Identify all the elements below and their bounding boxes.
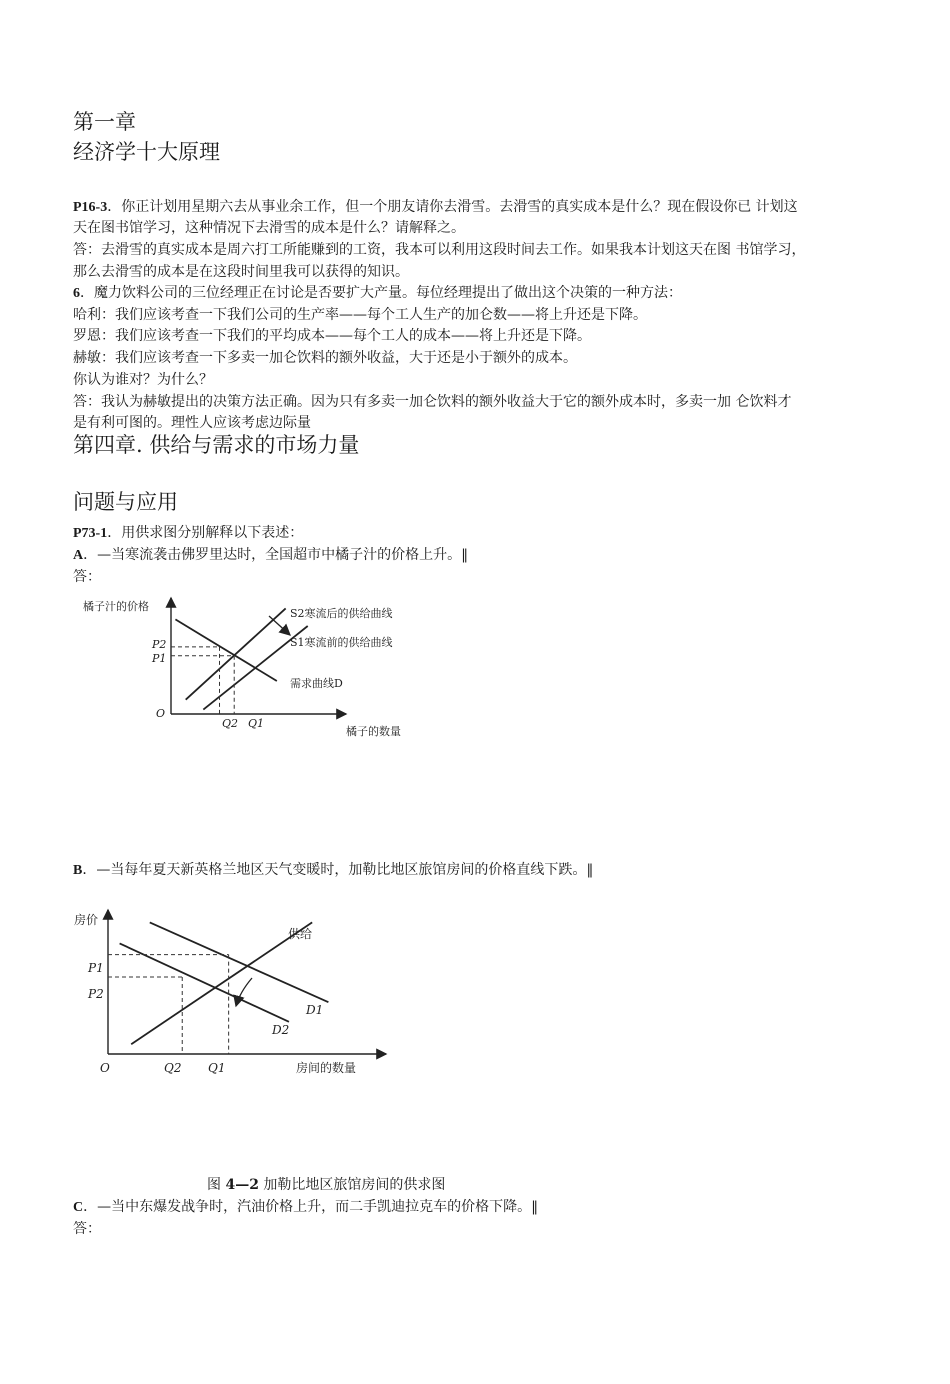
caption-text: 加勒比地区旅馆房间的供求图 bbox=[258, 1177, 446, 1193]
series-label-demand: 需求曲线D bbox=[290, 677, 343, 690]
y-tick-p1: P1 bbox=[152, 652, 167, 665]
item-label: B bbox=[73, 863, 83, 878]
item-label: C bbox=[73, 1200, 84, 1215]
series-label-supply: 供给 bbox=[288, 927, 313, 941]
x-axis-label: 房间的数量 bbox=[296, 1061, 357, 1075]
y-axis-label: 橘子汁的价格 bbox=[83, 600, 149, 613]
question-a bbox=[73, 545, 468, 566]
question-p16-line2: 天在图书馆学习，这种情况下去滑雪的成本是什么？请解释之。 bbox=[73, 220, 465, 236]
question-text: ．魔力饮料公司的三位经理正在讨论是否要扩大产量。每位经理提出了做出这个决策的一种方法： bbox=[80, 285, 682, 301]
question-6-ask: 你认为谁对？为什么？ bbox=[73, 372, 213, 388]
question-text: ．你正计划用星期六去从事业余工作，但一个朋友请你去滑雪。去滑雪的真实成本是什么？现在假设你已 计划这 bbox=[107, 199, 798, 215]
origin-label: O bbox=[100, 1061, 110, 1075]
question-6-hali: 哈利：我们应该考查一下我们公司的生产率——每个工人生产的加仑数——将上升还是下降。 bbox=[73, 307, 647, 323]
y-tick-p1: P1 bbox=[88, 961, 104, 975]
answer-p16-line1: 答：去滑雪的真实成本是周六打工所能赚到的工资，我本可以利用这段时间去工作。如果我本计划这天在图 书馆学习， bbox=[73, 242, 806, 258]
item-text: ．—当中东爆发战争时，汽油价格上升，而二手凯迪拉克车的价格下降。‖ bbox=[83, 1199, 539, 1215]
caption-prefix: 图 bbox=[207, 1177, 226, 1193]
chapter4-title: 第四章. 供给与需求的市场力量 bbox=[73, 433, 360, 457]
shift-arrow bbox=[269, 616, 290, 635]
x-tick-q1: Q1 bbox=[208, 1061, 226, 1075]
x-tick-q1: Q1 bbox=[248, 717, 265, 730]
y-tick-p2: P2 bbox=[152, 638, 167, 651]
series-label-s2: S2寒流后的供给曲线 bbox=[290, 607, 393, 620]
question-6-line1 bbox=[73, 283, 682, 304]
series-label-d1: D1 bbox=[306, 1003, 324, 1017]
answer-6-line2: 是有利可图的。理性人应该考虑边际量 bbox=[73, 415, 311, 431]
section-title: 问题与应用 bbox=[73, 490, 178, 514]
series-line-2 bbox=[175, 619, 276, 681]
item-text: ．—当每年夏天新英格兰地区天气变暖时，加勒比地区旅馆房间的价格直线下跌。‖ bbox=[82, 862, 594, 878]
series-label-d2: D2 bbox=[272, 1023, 290, 1037]
question-label: P73-1 bbox=[73, 526, 108, 541]
question-label: P16-3 bbox=[73, 200, 108, 215]
origin-label: O bbox=[156, 707, 166, 720]
question-p73-intro bbox=[73, 523, 303, 544]
chapter1-subtitle: 经济学十大原理 bbox=[73, 140, 220, 164]
answer-p16-line2: 那么去滑雪的成本是在这段时间里我可以获得的知识。 bbox=[73, 264, 409, 280]
x-tick-q2: Q2 bbox=[164, 1061, 182, 1075]
question-c bbox=[73, 1197, 538, 1218]
item-label: A bbox=[73, 548, 84, 563]
answer-a-label: 答： bbox=[73, 569, 101, 585]
question-b bbox=[73, 860, 593, 881]
answer-c-label: 答： bbox=[73, 1221, 101, 1237]
item-text: ．—当寒流袭击佛罗里达时，全国超市中橘子汁的价格上升。‖ bbox=[83, 547, 469, 563]
y-axis-label: 房价 bbox=[74, 913, 99, 927]
question-text: ．用供求图分别解释以下表述： bbox=[107, 525, 304, 541]
x-tick-q2: Q2 bbox=[222, 717, 239, 730]
series-label-s1: S1寒流前的供给曲线 bbox=[290, 636, 393, 649]
question-6-luoen: 罗恩：我们应该考查一下我们的平均成本——每个工人的成本——将上升还是下降。 bbox=[73, 328, 591, 344]
series-line-0 bbox=[186, 608, 286, 699]
answer-6-line1: 答：我认为赫敏提出的决策方法正确。因为只有多卖一加仑饮料的额外收益大于它的额外成本时，多卖一加 仑饮料才 bbox=[73, 394, 792, 410]
question-p16-line1 bbox=[73, 197, 798, 218]
x-axis-label: 橘子的数量 bbox=[346, 725, 401, 738]
caption-number: 4—2 bbox=[225, 1177, 259, 1193]
chapter1-title: 第一章 bbox=[73, 110, 136, 134]
chart-orange-juice bbox=[78, 586, 418, 746]
y-tick-p2: P2 bbox=[88, 987, 104, 1001]
question-6-hemin: 赫敏：我们应该考查一下多卖一加仑饮料的额外收益，大于还是小于额外的成本。 bbox=[73, 350, 577, 366]
question-label: 6 bbox=[73, 286, 80, 301]
figure-caption bbox=[207, 1175, 445, 1195]
chart-hotel-rooms bbox=[70, 900, 400, 1080]
